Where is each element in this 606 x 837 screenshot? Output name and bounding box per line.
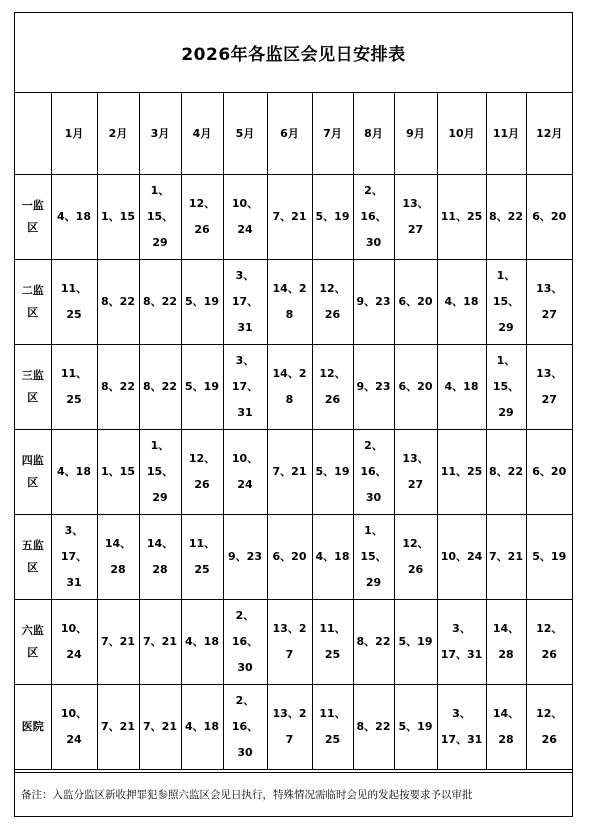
visit-date-cell [353, 175, 394, 260]
table-row [15, 260, 572, 345]
visit-date-text: 15、 [492, 295, 520, 308]
page-title: 2026年各监区会见日安排表 [15, 13, 572, 93]
visit-date-cell [51, 430, 97, 515]
visit-date-text: 26 [194, 478, 210, 491]
visit-date-text: 1、 [150, 439, 170, 452]
corner-cell [15, 93, 51, 175]
visit-date-text: 3、 [64, 524, 84, 537]
visit-date-text: 8、22 [356, 720, 391, 733]
visit-date-cell [312, 175, 353, 260]
visit-date-cell [223, 600, 267, 685]
visit-date-text: 3、 [452, 622, 471, 635]
visit-date-text: 13、 [402, 197, 429, 210]
visit-date-text: 25 [324, 648, 341, 661]
month-header: 6月 [267, 93, 312, 175]
visit-date-cell [139, 515, 181, 600]
visit-date-text: 8、22 [143, 295, 177, 308]
visit-date-text: 4、18 [185, 720, 219, 733]
visit-date-text: 5、19 [185, 380, 219, 393]
visit-date-text: 25 [66, 393, 82, 406]
visit-date-text: 11、25 [440, 465, 483, 478]
visit-date-text: 28 [498, 733, 514, 746]
visit-date-text: 5、19 [532, 550, 567, 563]
visit-date-cell [437, 345, 486, 430]
visit-date-cell [51, 345, 97, 430]
visit-date-cell [353, 260, 394, 345]
visit-date-text: 27 [541, 308, 557, 321]
row-label-line: 区 [27, 476, 39, 489]
visit-date-cell [139, 345, 181, 430]
visit-date-text: 8、22 [489, 210, 523, 223]
visit-date-text: 12、 [319, 282, 346, 295]
month-header: 5月 [223, 93, 267, 175]
row-label-line: 区 [27, 221, 39, 234]
visit-date-cell [267, 600, 312, 685]
visit-date-cell [312, 345, 353, 430]
visit-date-cell [51, 685, 97, 770]
visit-date-cell [312, 685, 353, 770]
visit-date-cell [139, 175, 181, 260]
visit-date-cell [486, 430, 526, 515]
visit-date-text: 26 [541, 733, 557, 746]
visit-date-cell [437, 600, 486, 685]
visit-date-cell [312, 260, 353, 345]
visit-date-text: 17、 [231, 295, 259, 308]
visit-date-text: 26 [324, 308, 341, 321]
visit-date-text: 14、 [104, 537, 132, 550]
visit-date-text: 2、 [235, 694, 255, 707]
visit-date-text: 14、28 [272, 367, 307, 406]
row-label-line: 四监 [21, 454, 44, 467]
visit-date-cell [223, 515, 267, 600]
visit-date-cell [51, 175, 97, 260]
visit-date-text: 17、 [231, 380, 259, 393]
visit-date-text: 12、 [402, 537, 429, 550]
table-row [15, 600, 572, 685]
visit-date-cell [223, 345, 267, 430]
visit-date-cell [97, 345, 139, 430]
row-label [15, 600, 51, 685]
visit-date-cell [437, 175, 486, 260]
visit-date-cell [353, 345, 394, 430]
visit-date-cell [139, 600, 181, 685]
visit-date-text: 26 [194, 223, 210, 236]
visit-date-text: 7、21 [272, 210, 307, 223]
visit-date-text: 30 [365, 236, 382, 249]
visit-date-text: 11、 [188, 537, 216, 550]
month-header: 7月 [312, 93, 353, 175]
visit-date-text: 9、23 [356, 295, 391, 308]
table-row [15, 430, 572, 515]
visit-date-cell [139, 430, 181, 515]
month-header: 4月 [181, 93, 223, 175]
visit-date-text: 6、20 [532, 210, 567, 223]
visit-date-text: 26 [407, 563, 424, 576]
visit-date-text: 15、 [492, 380, 520, 393]
visit-date-text: 1、 [364, 524, 383, 537]
visit-date-text: 28 [110, 563, 126, 576]
visit-date-text: 28 [152, 563, 168, 576]
visit-date-text: 16、 [231, 720, 259, 733]
month-header: 2月 [97, 93, 139, 175]
row-label [15, 685, 51, 770]
visit-date-text: 27 [407, 478, 424, 491]
visit-date-cell [486, 685, 526, 770]
visit-date-text: 10、 [60, 707, 88, 720]
visit-date-text: 16、 [360, 465, 387, 478]
visit-date-text: 12、 [536, 707, 563, 720]
visit-date-cell [486, 345, 526, 430]
visit-date-text: 13、 [536, 367, 563, 380]
visit-date-text: 13、27 [272, 707, 307, 746]
visit-date-text: 10、 [60, 622, 88, 635]
visit-date-text: 11、25 [440, 210, 483, 223]
visit-date-text: 27 [407, 223, 424, 236]
visit-date-text: 24 [66, 733, 82, 746]
visit-date-cell [353, 430, 394, 515]
row-label [15, 515, 51, 600]
visit-date-cell [312, 515, 353, 600]
visit-date-text: 12、 [188, 197, 216, 210]
visit-date-cell [353, 685, 394, 770]
visit-date-cell [97, 430, 139, 515]
visit-date-cell [223, 260, 267, 345]
visit-date-cell [437, 685, 486, 770]
visit-date-cell [97, 600, 139, 685]
visit-date-text: 4、18 [57, 210, 91, 223]
visit-date-cell [437, 515, 486, 600]
table-row [15, 515, 572, 600]
visit-date-text: 10、24 [440, 550, 483, 563]
visit-date-text: 4、18 [444, 380, 479, 393]
visit-date-cell [223, 430, 267, 515]
row-label-line: 二监 [21, 284, 44, 297]
visit-date-cell [181, 175, 223, 260]
visit-date-cell [181, 430, 223, 515]
visit-date-text: 3、 [452, 707, 471, 720]
visit-date-text: 16、 [231, 635, 259, 648]
visit-date-cell [394, 600, 437, 685]
visit-date-text: 8、22 [101, 380, 135, 393]
visit-date-text: 31 [237, 406, 253, 419]
row-label [15, 345, 51, 430]
visit-date-text: 29 [365, 576, 382, 589]
visit-date-cell [526, 685, 572, 770]
visit-date-cell [223, 685, 267, 770]
visit-date-cell [526, 260, 572, 345]
visit-date-text: 17、31 [440, 733, 483, 746]
visit-date-cell [181, 685, 223, 770]
month-header: 1月 [51, 93, 97, 175]
visit-date-cell [394, 345, 437, 430]
visit-date-cell [267, 345, 312, 430]
month-header: 8月 [353, 93, 394, 175]
row-label-line: 一监 [21, 199, 44, 212]
visit-date-text: 31 [66, 576, 82, 589]
visit-date-text: 17、31 [440, 648, 483, 661]
visit-date-text: 26 [541, 648, 557, 661]
visit-date-text: 3、 [235, 269, 255, 282]
visit-date-text: 27 [541, 393, 557, 406]
visit-date-cell [526, 515, 572, 600]
visit-date-text: 24 [237, 223, 253, 236]
visit-date-text: 13、27 [272, 622, 307, 661]
visit-date-cell [51, 515, 97, 600]
visit-date-cell [526, 345, 572, 430]
visit-date-cell [394, 175, 437, 260]
visit-date-text: 12、 [536, 622, 563, 635]
visit-date-cell [139, 260, 181, 345]
visit-date-cell [394, 430, 437, 515]
visit-date-cell [437, 260, 486, 345]
visit-date-text: 1、 [150, 184, 170, 197]
visit-date-cell [97, 685, 139, 770]
visit-date-cell [312, 430, 353, 515]
visit-date-text: 4、18 [444, 295, 479, 308]
visit-date-cell [486, 175, 526, 260]
visit-date-text: 1、15 [101, 210, 135, 223]
visit-date-text: 2、 [364, 184, 383, 197]
visit-date-cell [353, 515, 394, 600]
row-label-line: 三监 [21, 369, 44, 382]
visit-date-cell [394, 260, 437, 345]
visit-date-text: 8、22 [489, 465, 523, 478]
visit-date-text: 17、 [60, 550, 88, 563]
visit-date-text: 14、 [492, 622, 520, 635]
visit-date-cell [486, 600, 526, 685]
visit-date-text: 11、 [60, 367, 88, 380]
visit-date-text: 6、20 [272, 550, 307, 563]
visit-date-text: 13、 [536, 282, 563, 295]
visit-date-text: 3、 [235, 354, 255, 367]
visit-date-text: 9、23 [356, 380, 391, 393]
visit-date-cell [181, 345, 223, 430]
visit-date-cell [139, 685, 181, 770]
visit-date-cell [97, 175, 139, 260]
visit-date-text: 4、18 [57, 465, 91, 478]
visit-date-text: 2、 [364, 439, 383, 452]
visit-date-text: 25 [66, 308, 82, 321]
visit-date-cell [51, 260, 97, 345]
visit-date-cell [97, 260, 139, 345]
visit-date-text: 24 [237, 478, 253, 491]
schedule-sheet [14, 12, 573, 817]
visit-date-text: 29 [152, 491, 168, 504]
visit-date-cell [97, 515, 139, 600]
visit-date-text: 15、 [360, 550, 387, 563]
month-header: 10月 [437, 93, 486, 175]
table-row [15, 345, 572, 430]
visit-date-text: 26 [324, 393, 341, 406]
visit-date-cell [312, 600, 353, 685]
row-label [15, 260, 51, 345]
visit-date-text: 10、 [231, 197, 259, 210]
visit-date-text: 5、19 [398, 720, 433, 733]
visit-date-cell [437, 430, 486, 515]
month-header: 3月 [139, 93, 181, 175]
visit-date-text: 12、 [188, 452, 216, 465]
row-label-line: 区 [27, 646, 39, 659]
visit-date-cell [526, 430, 572, 515]
visit-date-text: 14、 [492, 707, 520, 720]
visit-date-text: 8、22 [101, 295, 135, 308]
month-header-row [15, 93, 572, 175]
visit-date-text: 4、18 [315, 550, 350, 563]
visit-date-cell [267, 260, 312, 345]
schedule-table [15, 93, 572, 770]
visit-date-text: 5、19 [398, 635, 433, 648]
visit-date-text: 1、 [496, 269, 516, 282]
visit-date-cell [486, 515, 526, 600]
visit-date-text: 6、20 [398, 380, 433, 393]
visit-date-text: 28 [498, 648, 514, 661]
visit-date-text: 9、23 [228, 550, 262, 563]
row-label-line: 医院 [21, 720, 44, 733]
month-header: 12月 [526, 93, 572, 175]
visit-date-text: 29 [498, 406, 514, 419]
visit-date-cell [526, 175, 572, 260]
footnote: 备注：入监分监区新收押罪犯参照六监区会见日执行，特殊情况需临时会见的发起按要求予以审批 [15, 772, 572, 816]
month-header: 9月 [394, 93, 437, 175]
visit-date-text: 13、 [402, 452, 429, 465]
visit-date-text: 7、21 [143, 635, 177, 648]
visit-date-text: 29 [498, 321, 514, 334]
visit-date-text: 29 [152, 236, 168, 249]
visit-date-text: 5、19 [315, 210, 350, 223]
visit-date-text: 16、 [360, 210, 387, 223]
visit-date-text: 7、21 [489, 550, 523, 563]
visit-date-cell [267, 685, 312, 770]
visit-date-cell [181, 515, 223, 600]
visit-date-text: 1、 [496, 354, 516, 367]
visit-date-text: 6、20 [532, 465, 567, 478]
row-label-line: 区 [27, 561, 39, 574]
table-row [15, 685, 572, 770]
visit-date-cell [353, 600, 394, 685]
visit-date-cell [51, 600, 97, 685]
visit-date-cell [486, 260, 526, 345]
visit-date-text: 7、21 [143, 720, 177, 733]
visit-date-text: 11、 [319, 622, 346, 635]
visit-date-cell [267, 515, 312, 600]
visit-date-text: 12、 [319, 367, 346, 380]
visit-date-text: 24 [66, 648, 82, 661]
visit-date-text: 14、28 [272, 282, 307, 321]
row-label-line: 五监 [21, 539, 44, 552]
visit-date-cell [394, 515, 437, 600]
table-row [15, 175, 572, 260]
row-label-line: 区 [27, 306, 39, 319]
visit-date-text: 14、 [146, 537, 174, 550]
visit-date-text: 30 [365, 491, 382, 504]
visit-date-text: 5、19 [185, 295, 219, 308]
row-label [15, 430, 51, 515]
visit-date-text: 11、 [60, 282, 88, 295]
schedule-body [15, 175, 572, 770]
visit-date-cell [394, 685, 437, 770]
visit-date-text: 8、22 [356, 635, 391, 648]
visit-date-text: 4、18 [185, 635, 219, 648]
visit-date-cell [181, 600, 223, 685]
visit-date-text: 8、22 [143, 380, 177, 393]
visit-date-cell [223, 175, 267, 260]
visit-date-text: 7、21 [101, 635, 135, 648]
visit-date-text: 25 [324, 733, 341, 746]
visit-date-text: 31 [237, 321, 253, 334]
visit-date-text: 30 [237, 661, 253, 674]
row-label-line: 区 [27, 391, 39, 404]
visit-date-text: 15、 [146, 210, 174, 223]
visit-date-text: 5、19 [315, 465, 350, 478]
visit-date-text: 25 [194, 563, 210, 576]
visit-date-cell [181, 260, 223, 345]
visit-date-text: 6、20 [398, 295, 433, 308]
visit-date-text: 2、 [235, 609, 255, 622]
visit-date-text: 30 [237, 746, 253, 759]
visit-date-text: 1、15 [101, 465, 135, 478]
visit-date-text: 11、 [319, 707, 346, 720]
month-header: 11月 [486, 93, 526, 175]
visit-date-text: 10、 [231, 452, 259, 465]
visit-date-text: 7、21 [101, 720, 135, 733]
visit-date-cell [267, 430, 312, 515]
visit-date-cell [267, 175, 312, 260]
visit-date-cell [526, 600, 572, 685]
row-label-line: 六监 [21, 624, 44, 637]
visit-date-text: 7、21 [272, 465, 307, 478]
visit-date-text: 15、 [146, 465, 174, 478]
row-label [15, 175, 51, 260]
